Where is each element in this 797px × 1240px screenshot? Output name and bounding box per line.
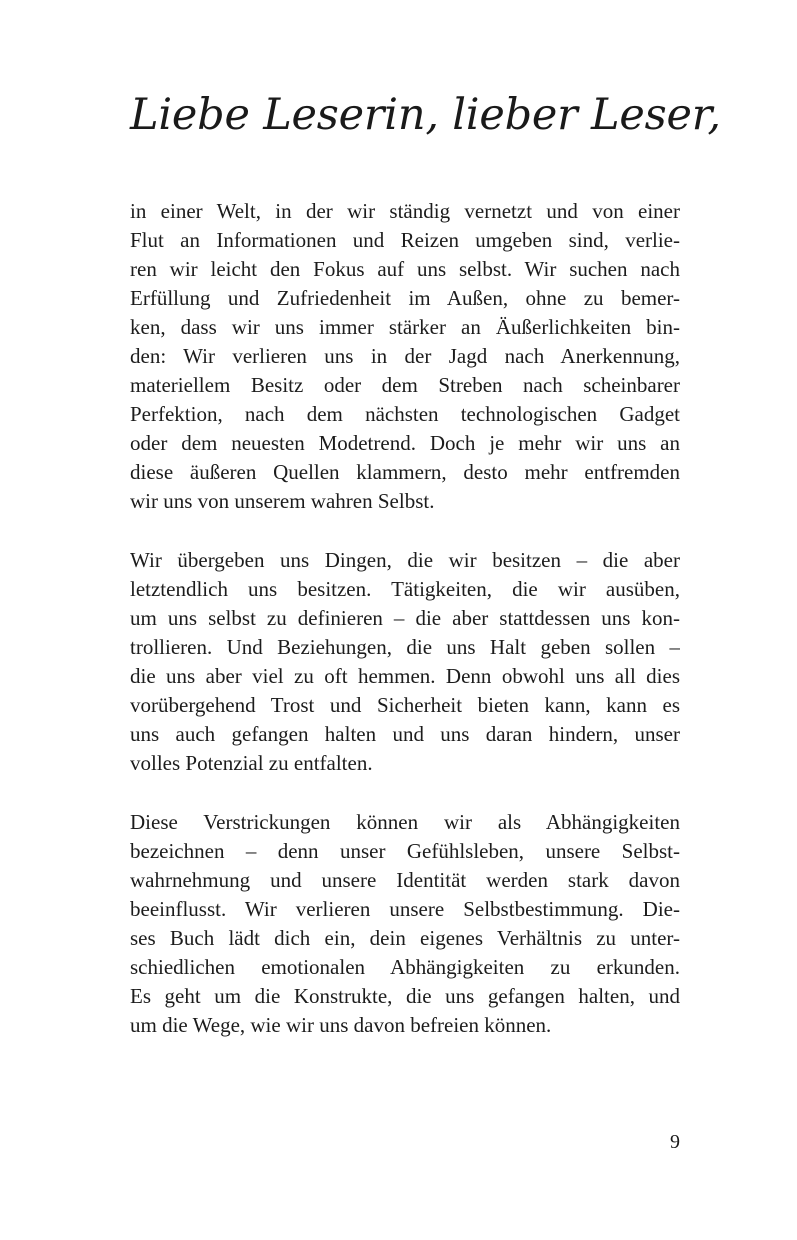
text-line: Perfektion, nach dem nächsten technologischen Gadget xyxy=(130,402,680,426)
text-line: Erfüllung und Zufriedenheit im Außen, ohne zu bemer- xyxy=(130,286,680,310)
text-line: Es geht um die Konstrukte, die uns gefangen halten, und xyxy=(130,984,680,1008)
text-line: materiellem Besitz oder dem Streben nach scheinbarer xyxy=(130,373,680,397)
text-line: vorübergehend Trost und Sicherheit bieten kann, kann es xyxy=(130,693,680,717)
text-line: trollieren. Und Beziehungen, die uns Halt geben sollen – xyxy=(130,635,680,659)
text-line: den: Wir verlieren uns in der Jagd nach Anerkennung, xyxy=(130,344,680,368)
text-line: um uns selbst zu definieren – die aber stattdessen uns kon- xyxy=(130,606,680,630)
text-line: bezeichnen – denn unser Gefühlsleben, unsere Selbst- xyxy=(130,839,680,863)
text-line: in einer Welt, in der wir ständig vernetzt und von einer xyxy=(130,199,680,223)
text-line: ses Buch lädt dich ein, dein eigenes Verhältnis zu unter- xyxy=(130,926,680,950)
text-line: um die Wege, wie wir uns davon befreien können. xyxy=(130,1013,552,1037)
text-line: ken, dass wir uns immer stärker an Äußerlichkeiten bin- xyxy=(130,315,680,339)
text-line: Flut an Informationen und Reizen umgeben sind, verlie- xyxy=(130,228,680,252)
paragraph-1 xyxy=(130,197,680,516)
paragraph-2 xyxy=(130,546,680,778)
text-line: wir uns von unserem wahren Selbst. xyxy=(130,489,435,513)
text-line: oder dem neuesten Modetrend. Doch je mehr wir uns an xyxy=(130,431,680,455)
text-line: uns auch gefangen halten und uns daran hindern, unser xyxy=(130,722,680,746)
text-line: Diese Verstrickungen können wir als Abhängigkeiten xyxy=(130,810,680,834)
text-line: volles Potenzial zu entfalten. xyxy=(130,751,373,775)
text-line: Wir übergeben uns Dingen, die wir besitzen – die aber xyxy=(130,548,680,572)
text-line: letztendlich uns besitzen. Tätigkeiten, die wir ausüben, xyxy=(130,577,680,601)
text-line: die uns aber viel zu oft hemmen. Denn obwohl uns all dies xyxy=(130,664,680,688)
text-line: beeinflusst. Wir verlieren unsere Selbstbestimmung. Die- xyxy=(130,897,680,921)
paragraph-3 xyxy=(130,808,680,1040)
text-line: ren wir leicht den Fokus auf uns selbst. Wir suchen nach xyxy=(130,257,680,281)
text-line: diese äußeren Quellen klammern, desto mehr entfremden xyxy=(130,460,680,484)
text-line: schiedlichen emotionalen Abhängigkeiten zu erkunden. xyxy=(130,955,680,979)
page-number: 9 xyxy=(670,1131,680,1153)
page-heading: Liebe Leserin, lieber Leser, xyxy=(130,90,721,140)
text-line: wahrnehmung und unsere Identität werden stark davon xyxy=(130,868,680,892)
